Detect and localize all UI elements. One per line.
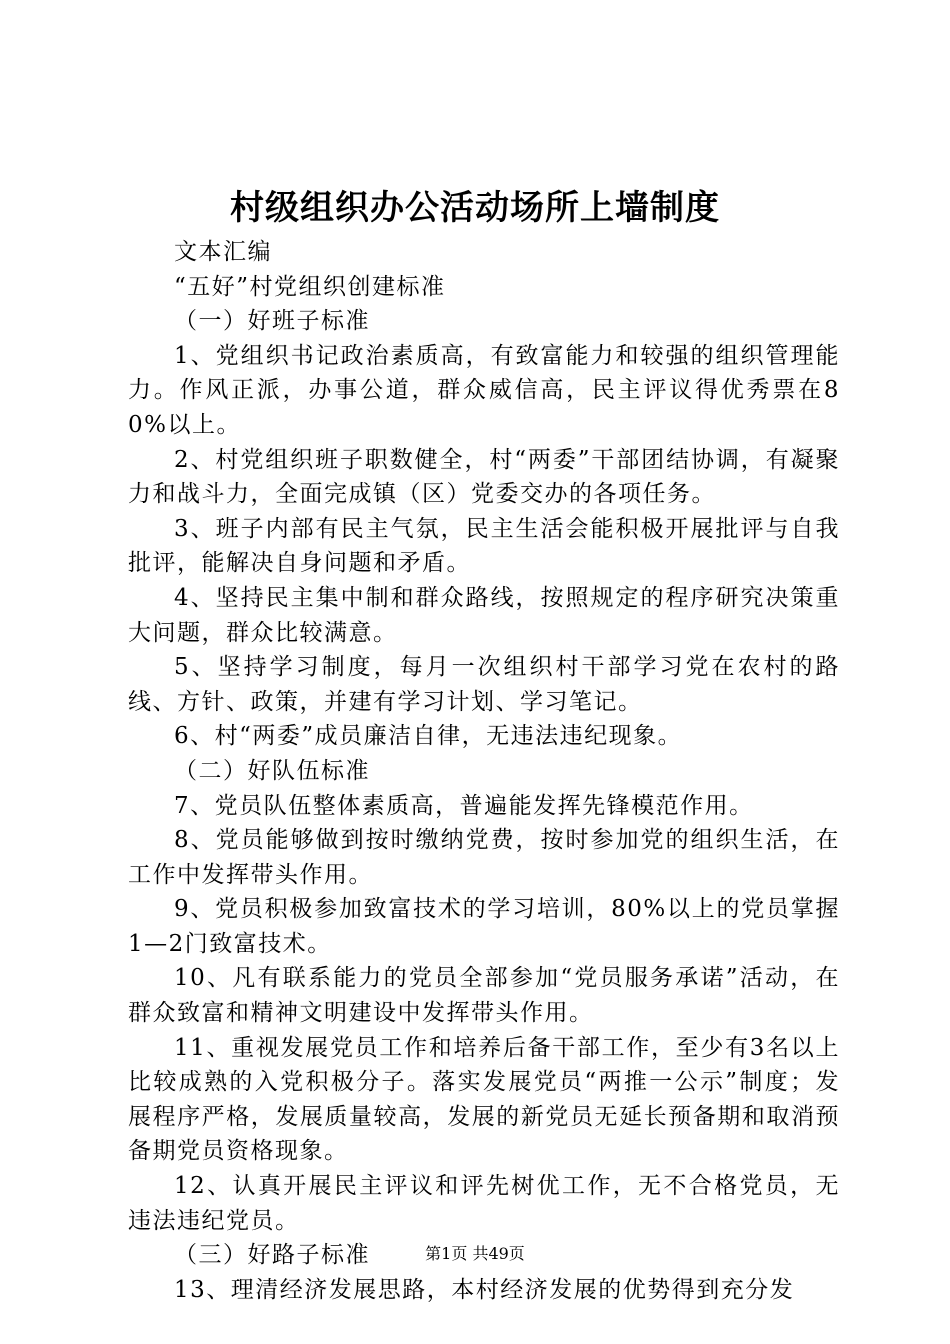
paragraph: 9、党员积极参加致富技术的学习培训，80%以上的党员掌握1—2门致富技术。 <box>128 896 840 957</box>
paragraph: 4、坚持民主集中制和群众路线，按照规定的程序研究决策重大问题，群众比较满意。 <box>128 584 840 646</box>
paragraph: 2、村党组织班子职数健全，村“两委”干部团结协调，有凝聚力和战斗力，全面完成镇（区）党委交办的各项任务。 <box>128 446 840 508</box>
paragraph: 6、村“两委”成员廉洁自律，无违法违纪现象。 <box>174 723 683 750</box>
section-heading: （二）好队伍标准 <box>174 757 370 784</box>
paragraph: 12、认真开展民主评议和评先树优工作，无不合格党员，无违法违纪党员。 <box>128 1173 840 1234</box>
section-heading: （三）好路子标准 <box>174 1242 370 1269</box>
page-footer: 第1页 共49页 <box>425 1244 525 1263</box>
paragraph: 文本汇编 <box>174 239 272 265</box>
paragraph: 11、重视发展党员工作和培养后备干部工作，至少有3名以上比较成熟的入党积极分子。落实发展党员“两推一公示”制度；发展程序严格，发展质量较高，发展的新党员无延长预备期和取消预备期党员资格现象。 <box>128 1034 840 1165</box>
paragraph: 1、党组织书记政治素质高，有致富能力和较强的组织管理能力。作风正派，办事公道，群众威信高，民主评议得优秀票在80%以上。 <box>128 342 840 438</box>
paragraph: 7、党员队伍整体素质高，普遍能发挥先锋模范作用。 <box>174 792 754 819</box>
section-heading: （一）好班子标准 <box>174 308 370 335</box>
paragraph: “五好”村党组织创建标准 <box>174 273 446 300</box>
document-body <box>128 235 840 1307</box>
paragraph: 8、党员能够做到按时缴纳党费，按时参加党的组织生活，在工作中发挥带头作用。 <box>128 827 840 888</box>
paragraph: 3、班子内部有民主气氛，民主生活会能积极开展批评与自我批评，能解决自身问题和矛盾。 <box>128 515 840 577</box>
paragraph: 10、凡有联系能力的党员全部参加“党员服务承诺”活动，在群众致富和精神文明建设中发挥带头作用。 <box>128 965 840 1027</box>
document-title: 村级组织办公活动场所上墙制度 <box>230 188 720 228</box>
paragraph: 13、理清经济发展思路，本村经济发展的优势得到充分发 <box>174 1276 795 1303</box>
paragraph: 5、坚持学习制度，每月一次组织村干部学习党在农村的路线、方针、政策，并建有学习计划、学习笔记。 <box>128 654 840 715</box>
